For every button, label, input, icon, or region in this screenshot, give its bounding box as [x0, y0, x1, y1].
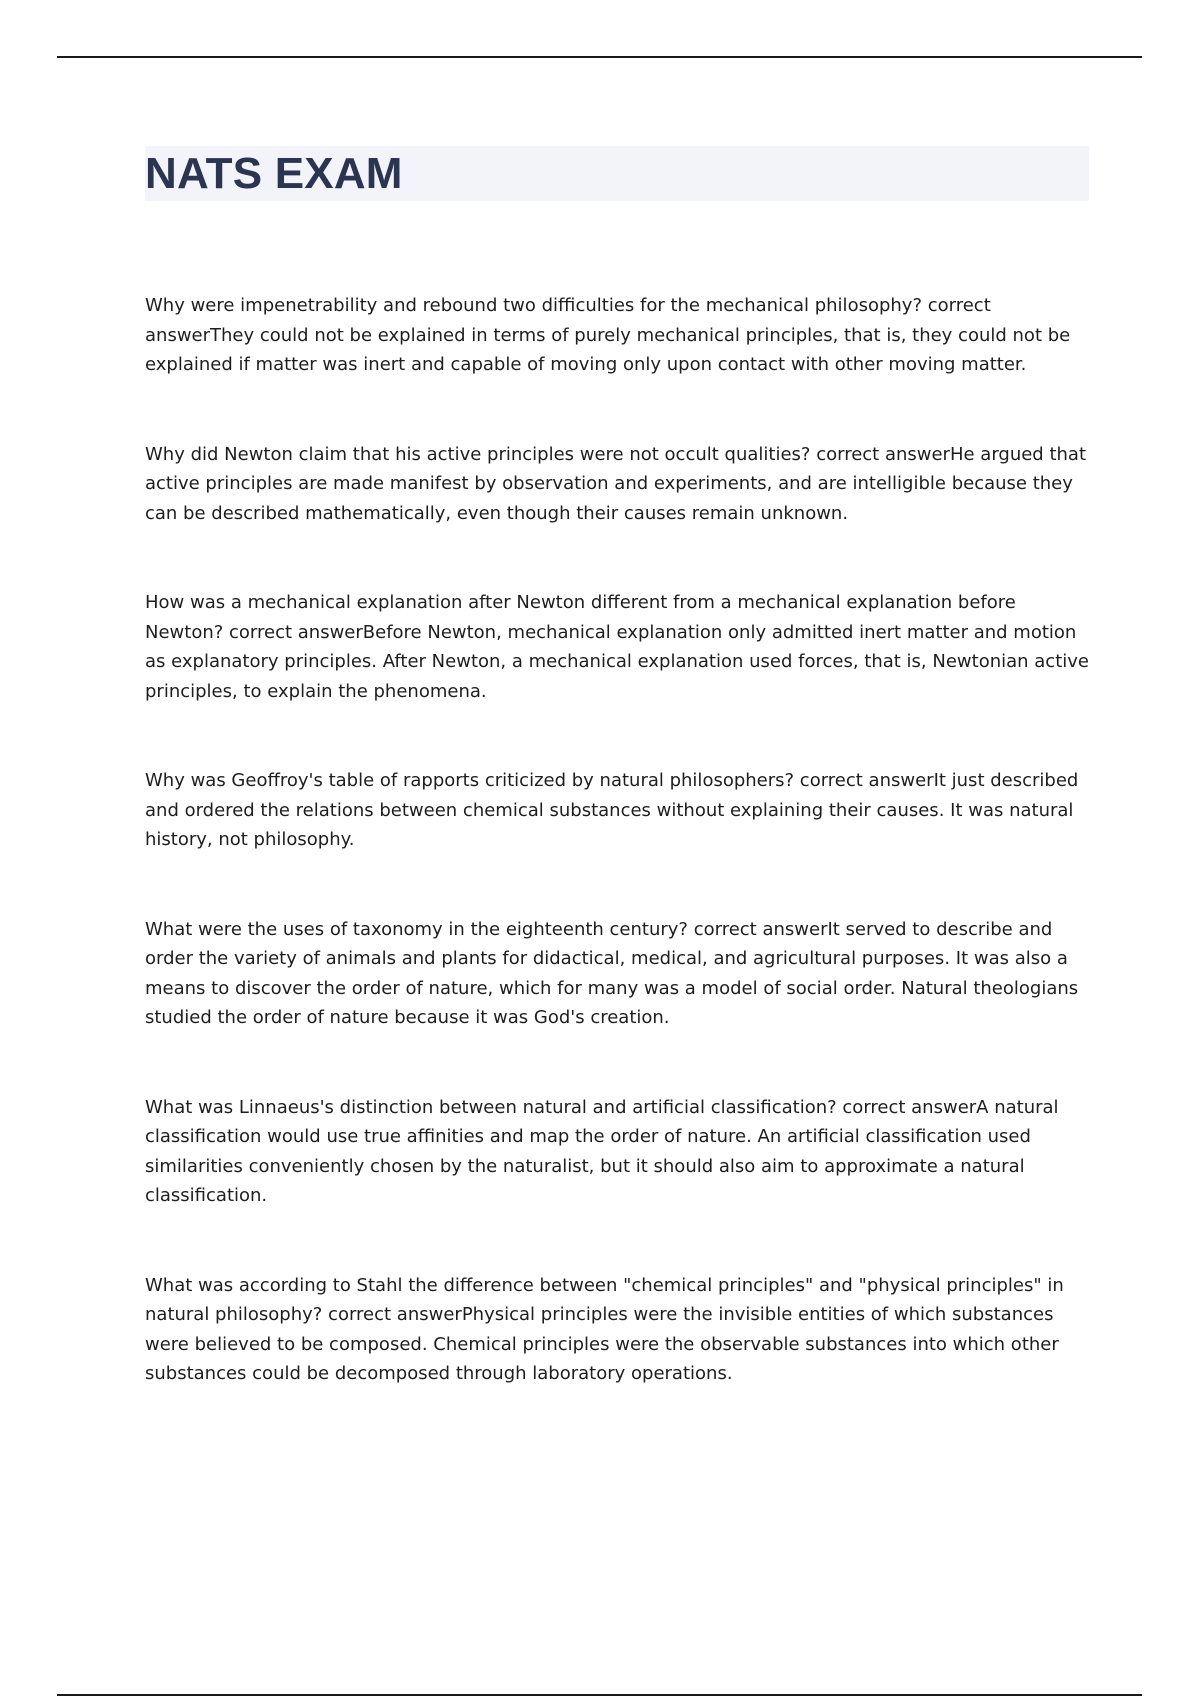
bottom-rule: [57, 1694, 1142, 1696]
qa-item: What was Linnaeus's distinction between natural and artificial classification? correct answerA natural classification would use true affinities and map the order of nature. An artificial classification used similarities conveniently chosen by the naturalist, but it should also aim to approximate a natural classification.: [145, 1096, 1059, 1206]
qa-item: How was a mechanical explanation after Newton different from a mechanical explanation before Newton? correct answerBefore Newton, mechanical explanation only admitted inert matter and motion as explanatory principles. After Newton, a mechanical explanation used forces, that is, Newtonian active principles, to explain the phenomena.: [145, 592, 1089, 702]
document-title: NATS EXAM: [145, 149, 403, 198]
qa-item: What were the uses of taxonomy in the eighteenth century? correct answerIt served to describe and order the variety of animals and plants for didactical, medical, and agricultural purposes. It was also a means to discover the order of nature, which for many was a model of social order. Natural theologians studied the order of nature because it was God's creation.: [145, 918, 1079, 1028]
qa-item: Why was Geoffroy's table of rapports criticized by natural philosophers? correct answerIt just described and ordered the relations between chemical substances without explaining their causes. It was natural history, not philosophy.: [145, 770, 1079, 850]
top-rule: [57, 56, 1142, 58]
qa-item: Why did Newton claim that his active principles were not occult qualities? correct answerHe argued that active principles are made manifest by observation and experiments, and are intelligible because they can be described mathematically, even though their causes remain unknown.: [145, 443, 1087, 524]
qa-item: What was according to Stahl the difference between "chemical principles" and "physical principles" in natural philosophy? correct answerPhysical principles were the invisible entities of which substances were believed to be composed. Chemical principles were the observable substances into which other substances could be decomposed through laboratory operations.: [145, 1274, 1064, 1384]
qa-list: [145, 291, 1090, 1449]
qa-item: Why were impenetrability and rebound two difficulties for the mechanical philosophy? correct answerThey could not be explained in terms of purely mechanical principles, that is, they could not be explained if matter was inert and capable of moving only upon contact with other moving matter.: [145, 295, 1071, 375]
